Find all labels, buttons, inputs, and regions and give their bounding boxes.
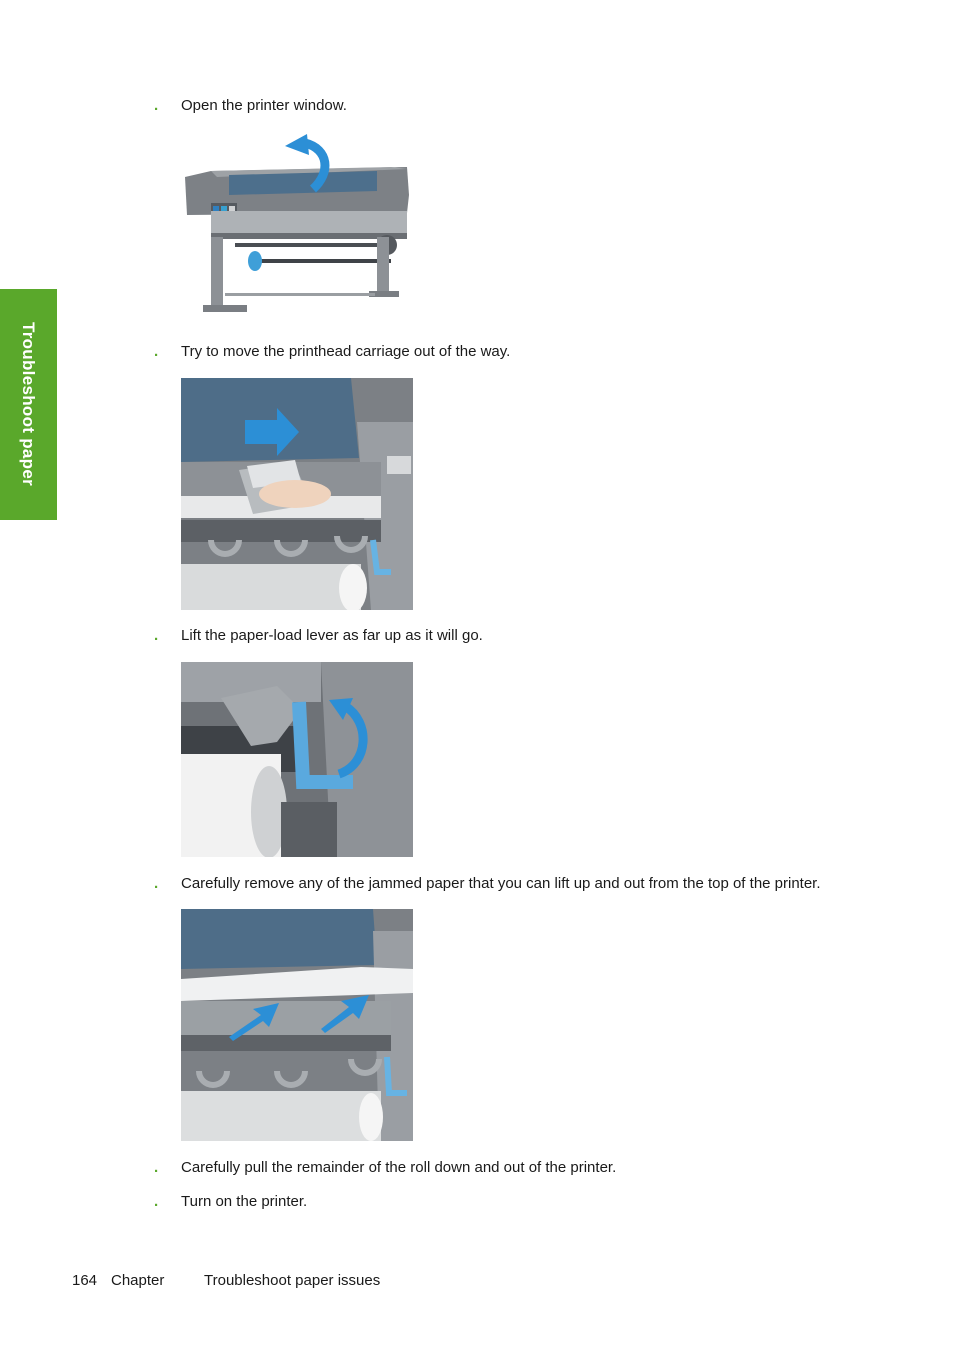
page-number: 164 (72, 1272, 98, 1289)
side-tab-label: Troubleshoot paper (19, 321, 38, 487)
section-side-tab (0, 289, 57, 520)
step-bullet: . (154, 875, 159, 892)
figure-remove-jammed-paper (181, 909, 413, 1141)
step-bullet: . (154, 97, 159, 114)
step-item (154, 875, 821, 893)
step-bullet: . (154, 1193, 159, 1210)
step-text: Carefully remove any of the jammed paper that you can lift up and out from the top of the printer. (181, 875, 821, 892)
step-bullet: . (154, 1159, 159, 1176)
step-text: Try to move the printhead carriage out of the way. (181, 343, 511, 360)
step-item (154, 1193, 307, 1211)
step-bullet: . (154, 627, 159, 644)
step-item (154, 97, 347, 115)
step-bullet: . (154, 343, 159, 360)
figure-move-carriage (181, 378, 413, 610)
remove-paper-illustration (181, 909, 413, 1141)
figure-open-window (181, 133, 413, 327)
lift-lever-illustration (181, 662, 413, 857)
printer-open-window-illustration (181, 133, 413, 327)
step-text: Turn on the printer. (181, 1193, 308, 1210)
carriage-move-illustration (181, 378, 413, 610)
step-item (154, 343, 510, 361)
footer-chapter-label: Chapter (111, 1272, 165, 1289)
footer-section-title: Troubleshoot paper issues (204, 1272, 381, 1289)
step-item (154, 1159, 616, 1177)
step-text: Lift the paper-load lever as far up as it will go. (181, 627, 483, 644)
step-text: Carefully pull the remainder of the roll down and out of the printer. (181, 1159, 617, 1176)
step-text: Open the printer window. (181, 97, 347, 114)
step-item (154, 627, 483, 645)
figure-lift-lever (181, 662, 413, 857)
